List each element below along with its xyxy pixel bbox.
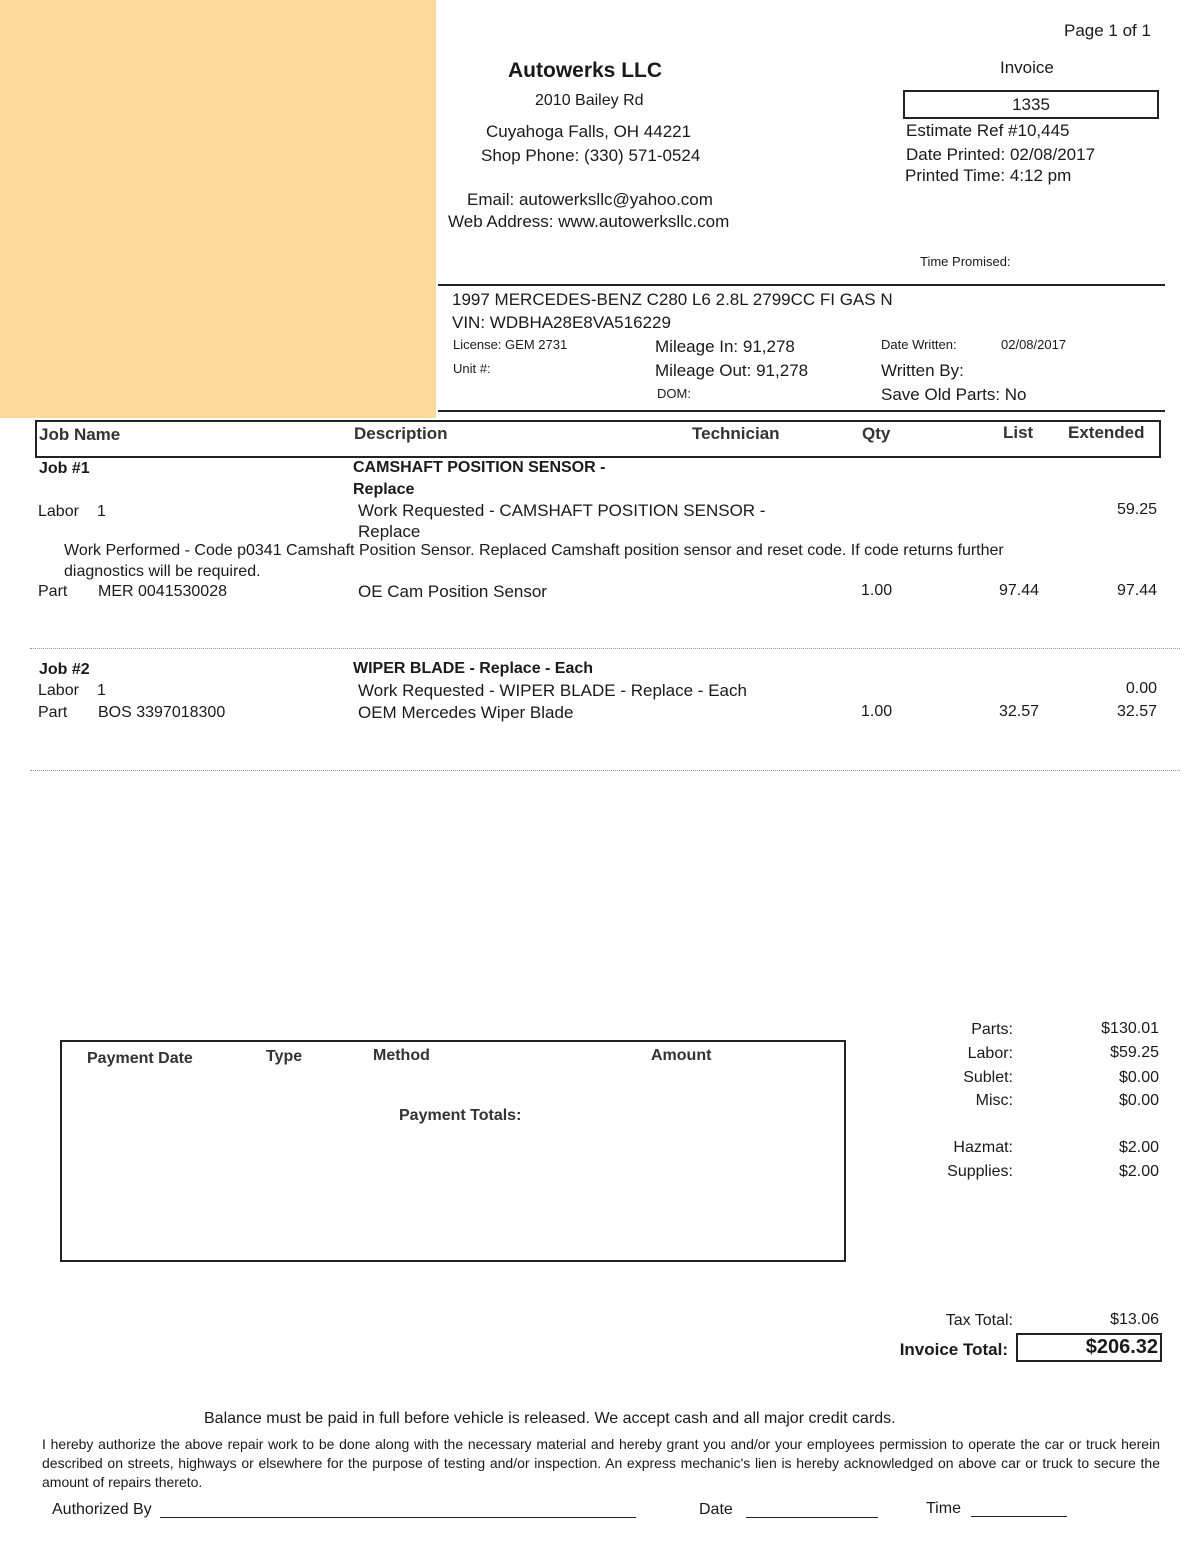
shop-name: Autowerks LLC <box>508 59 663 82</box>
time-promised-label: Time Promised: <box>920 254 1011 269</box>
job1-part-extended: 97.44 <box>1116 582 1157 599</box>
job2-separator <box>30 770 1180 771</box>
col-extended: Extended <box>1068 423 1145 442</box>
date-written-value: 02/08/2017 <box>1001 337 1067 352</box>
job2-part-extended: 32.57 <box>1116 703 1157 720</box>
col-technician: Technician <box>692 424 780 443</box>
job2-part-list: 32.57 <box>998 703 1039 720</box>
col-qty: Qty <box>862 424 891 443</box>
hazmat-total-value: $2.00 <box>1118 1139 1159 1156</box>
date-label: Date <box>699 1501 733 1518</box>
job2-part-qty: 1.00 <box>861 703 893 720</box>
job1-labor-extended: 59.25 <box>1116 501 1157 518</box>
payment-amount-header: Amount <box>651 1047 712 1064</box>
job1-title-line1: CAMSHAFT POSITION SENSOR - <box>353 459 606 476</box>
printed-time: Printed Time: 4:12 pm <box>905 166 1072 185</box>
dom-label: DOM: <box>657 386 691 401</box>
vehicle-bottom-rule <box>438 410 1165 412</box>
job2-title: WIPER BLADE - Replace - Each <box>353 660 594 677</box>
job1-labor-num: 1 <box>97 503 106 520</box>
job2-labor-extended: 0.00 <box>1125 680 1157 697</box>
job1-name: Job #1 <box>39 460 90 477</box>
tax-total-value: $13.06 <box>1110 1311 1159 1328</box>
date-printed: Date Printed: 02/08/2017 <box>906 145 1096 164</box>
column-header-box <box>35 420 1161 458</box>
job2-labor-label: Labor <box>38 682 79 699</box>
job1-work-performed-line2: diagnostics will be required. <box>64 563 261 580</box>
date-written-label: Date Written: <box>881 337 957 352</box>
authorization-text: I hereby authorize the above repair work to be done along with the necessary material and hereby grant you and/or your employees permission to operate the car or truck herein described on streets, highways or elsewhere for the purpose of testing and/or inspection. An express mechanic's lien is hereby acknowledged on above car or truck to secure the amount of repairs thereto. <box>42 1436 1160 1490</box>
shop-phone: Shop Phone: (330) 571-0524 <box>481 146 701 165</box>
vehicle-vin: VIN: WDBHA28E8VA516229 <box>452 313 671 332</box>
authorized-by-line <box>160 1517 636 1518</box>
misc-total-value: $0.00 <box>1118 1092 1159 1109</box>
job1-work-performed-line1: Work Performed - Code p0341 Camshaft Position Sensor. Replaced Camshaft position sensor and reset code. If code returns further <box>64 542 1004 559</box>
estimate-ref: Estimate Ref #10,445 <box>906 121 1070 140</box>
col-description: Description <box>354 424 448 443</box>
job2-part-number: BOS 3397018300 <box>98 704 226 721</box>
shop-address: 2010 Bailey Rd <box>535 92 644 109</box>
job1-labor-desc-line1: Work Requested - CAMSHAFT POSITION SENSOR - <box>358 501 766 520</box>
labor-total-value: $59.25 <box>1110 1044 1159 1061</box>
sublet-total-value: $0.00 <box>1118 1069 1159 1086</box>
vehicle-unit: Unit #: <box>453 361 491 376</box>
job1-part-desc: OE Cam Position Sensor <box>358 582 547 601</box>
written-by: Written By: <box>881 361 964 380</box>
payment-method-header: Method <box>373 1047 430 1064</box>
invoice-label: Invoice <box>1000 58 1054 77</box>
shop-city-state-zip: Cuyahoga Falls, OH 44221 <box>486 122 692 141</box>
shop-email: Email: autowerksllc@yahoo.com <box>467 190 713 209</box>
time-line <box>971 1516 1067 1517</box>
job1-labor-desc-line2: Replace <box>358 522 421 541</box>
job2-labor-desc: Work Requested - WIPER BLADE - Replace - Each <box>358 681 747 700</box>
supplies-total-value: $2.00 <box>1118 1163 1159 1180</box>
job1-part-list: 97.44 <box>998 582 1039 599</box>
time-label: Time <box>926 1500 961 1517</box>
save-old-parts: Save Old Parts: No <box>881 385 1027 404</box>
vehicle-description: 1997 MERCEDES-BENZ C280 L6 2.8L 2799CC FI GAS N <box>452 290 893 309</box>
job2-part-label: Part <box>38 704 68 721</box>
date-line <box>746 1517 878 1518</box>
job1-labor-label: Labor <box>38 503 79 520</box>
parts-total-label: Parts: <box>971 1021 1013 1038</box>
invoice-number: 1335 <box>903 90 1159 119</box>
payment-totals-label: Payment Totals: <box>399 1107 522 1124</box>
vehicle-top-rule <box>438 284 1165 286</box>
invoice-total-value: $206.32 <box>1085 1336 1158 1358</box>
page-label: Page 1 of 1 <box>1064 21 1151 40</box>
sticky-note <box>0 0 436 418</box>
payment-type-header: Type <box>266 1048 303 1065</box>
job2-name: Job #2 <box>39 661 90 678</box>
parts-total-value: $130.01 <box>1101 1020 1159 1037</box>
tax-total-label: Tax Total: <box>945 1312 1013 1329</box>
col-list: List <box>1003 423 1034 442</box>
job1-part-number: MER 0041530028 <box>98 583 227 600</box>
job1-part-label: Part <box>38 583 68 600</box>
payments-box <box>60 1040 846 1262</box>
authorized-by-label: Authorized By <box>52 1501 152 1518</box>
misc-total-label: Misc: <box>975 1092 1013 1109</box>
job1-part-qty: 1.00 <box>861 582 893 599</box>
hazmat-total-label: Hazmat: <box>953 1139 1013 1156</box>
job1-separator <box>30 648 1180 649</box>
sublet-total-label: Sublet: <box>963 1069 1013 1086</box>
mileage-in: Mileage In: 91,278 <box>655 337 795 356</box>
mileage-out: Mileage Out: 91,278 <box>655 361 809 380</box>
job2-part-desc: OEM Mercedes Wiper Blade <box>358 703 574 722</box>
job2-labor-num: 1 <box>97 682 106 699</box>
invoice-total-label: Invoice Total: <box>899 1340 1008 1359</box>
vehicle-license: License: GEM 2731 <box>453 337 568 352</box>
shop-web: Web Address: www.autowerksllc.com <box>448 212 730 231</box>
supplies-total-label: Supplies: <box>947 1163 1013 1180</box>
payment-date-header: Payment Date <box>87 1050 193 1067</box>
balance-notice: Balance must be paid in full before vehicle is released. We accept cash and all major credit cards. <box>204 1410 896 1427</box>
job1-title-line2: Replace <box>353 481 415 498</box>
labor-total-label: Labor: <box>967 1045 1013 1062</box>
col-job-name: Job Name <box>39 425 121 444</box>
